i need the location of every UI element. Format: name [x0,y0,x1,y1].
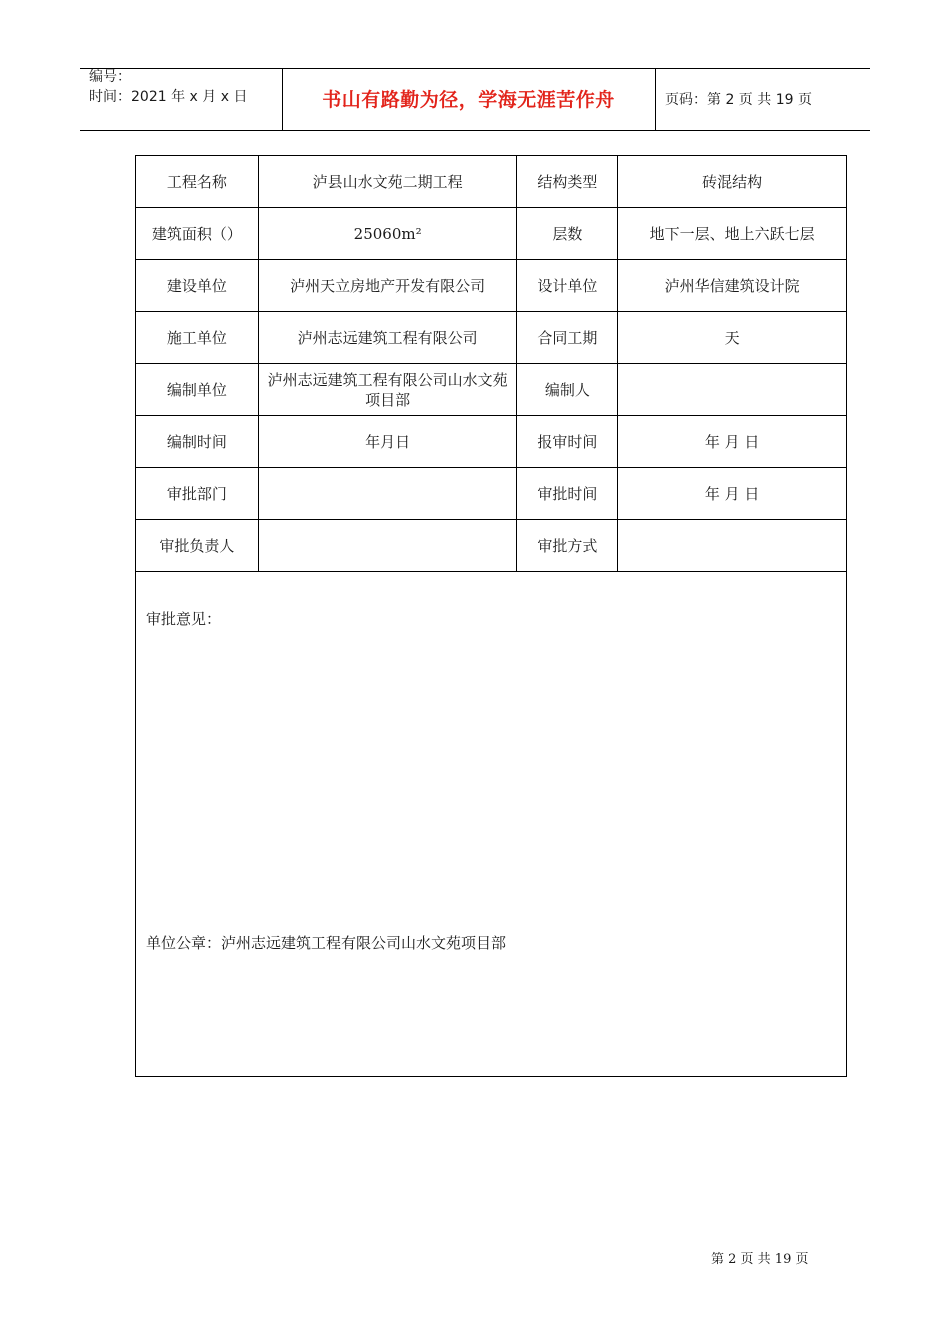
table-row [136,520,847,572]
page-info: 页码：第 2 页 共 19 页 [665,92,812,108]
table-cell: 泸州志远建筑工程有限公司山水文苑项目部 [258,364,517,416]
table-cell: 编制单位 [136,364,259,416]
table-cell: 年 月 日 [618,416,847,468]
motto: 书山有路勤为径，学海无涯苦作舟 [322,89,615,111]
table-cell: 地下一层、地上六跃七层 [618,208,847,260]
table-cell: 泸州志远建筑工程有限公司 [258,312,517,364]
table-row [136,156,847,208]
header-motto-cell [282,69,656,130]
page-footer: 第 2 页 共 19 页 [711,1252,809,1267]
table-cell: 年 月 日 [618,468,847,520]
table-cell: 砖混结构 [618,156,847,208]
table-row [136,312,847,364]
approval-opinion-label: 审批意见： [146,610,222,628]
table-cell: 25060m² [258,208,517,260]
table-cell [618,364,847,416]
table-cell: 审批方式 [517,520,618,572]
table-cell: 泸县山水文苑二期工程 [258,156,517,208]
unit-seal-line: 单位公章：泸州志远建筑工程有限公司山水文苑项目部 [146,934,507,952]
header-meta [80,69,283,130]
table-cell: 施工单位 [136,312,259,364]
table-cell: 编制时间 [136,416,259,468]
table-cell: 合同工期 [517,312,618,364]
approval-form [135,155,847,1077]
table-cell: 建筑面积（） [136,208,259,260]
time-label: 时间：2021 年 x 月 x 日 [89,89,248,105]
table-cell: 结构类型 [517,156,618,208]
table-cell: 编制人 [517,364,618,416]
table-cell: 泸州华信建筑设计院 [618,260,847,312]
table-cell: 审批时间 [517,468,618,520]
code-label: 编号： [89,69,131,85]
table-row [136,208,847,260]
table-row [136,468,847,520]
table-cell [618,520,847,572]
page-header [80,68,870,131]
table-row [136,364,847,416]
table-cell [258,468,517,520]
table-cell: 建设单位 [136,260,259,312]
table-cell [258,520,517,572]
table-row [136,416,847,468]
table-cell: 天 [618,312,847,364]
project-info-table [135,155,847,572]
table-row [136,260,847,312]
table-cell: 报审时间 [517,416,618,468]
table-cell: 工程名称 [136,156,259,208]
table-cell: 层数 [517,208,618,260]
table-cell: 设计单位 [517,260,618,312]
table-cell: 审批部门 [136,468,259,520]
table-cell: 泸州天立房地产开发有限公司 [258,260,517,312]
header-page-cell [656,69,870,130]
table-cell: 年月日 [258,416,517,468]
table-cell: 审批负责人 [136,520,259,572]
